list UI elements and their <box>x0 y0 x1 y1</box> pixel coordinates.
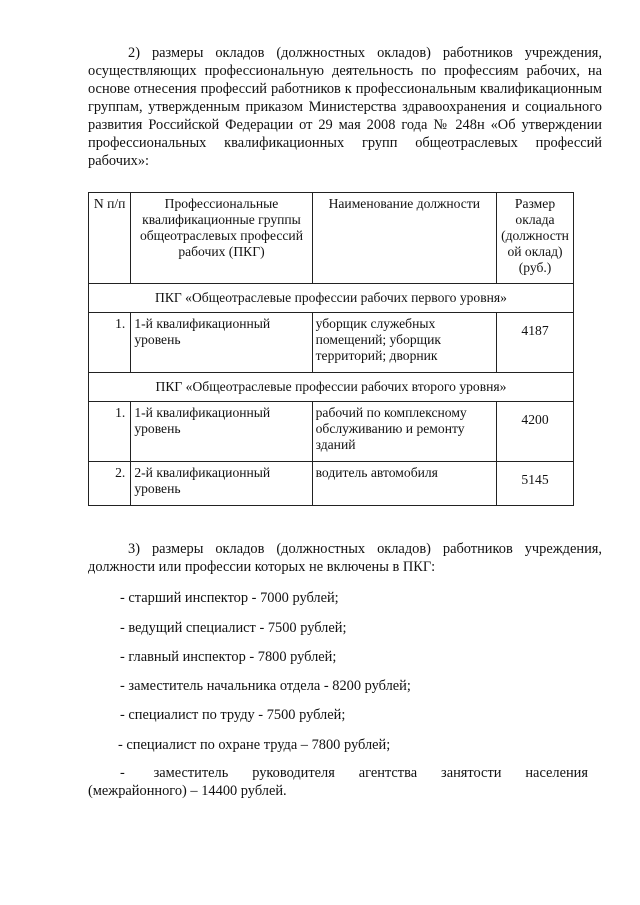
row-group: 2-й квалификационный уровень <box>131 462 312 506</box>
row-group: 1-й квалификационный уровень <box>131 402 312 462</box>
table-row <box>89 402 574 462</box>
header-num: N п/п <box>89 193 131 284</box>
row-position: уборщик служебных помещений; уборщик территорий; дворник <box>312 313 496 373</box>
row-position: водитель автомобиля <box>312 462 496 506</box>
row-position: рабочий по комплексному обслуживанию и ремонту зданий <box>312 402 496 462</box>
header-position: Наименование должности <box>312 193 496 284</box>
header-group: Профессиональные квалификационные группы общеотраслевых профессий рабочих (ПКГ) <box>131 193 312 284</box>
row-group: 1-й квалификационный уровень <box>131 313 312 373</box>
list-item: - главный инспектор - 7800 рублей; <box>120 649 337 665</box>
table-row <box>89 462 574 506</box>
section-title-1: ПКГ «Общеотраслевые профессии рабочих первого уровня» <box>89 284 574 313</box>
list-item: - старший инспектор - 7000 рублей; <box>120 590 339 606</box>
row-num: 1. <box>89 313 131 373</box>
list-item: - ведущий специалист - 7500 рублей; <box>120 620 347 636</box>
section-row-2 <box>89 373 574 402</box>
row-salary: 5145 <box>497 462 574 506</box>
section-title-2: ПКГ «Общеотраслевые профессии рабочих второго уровня» <box>89 373 574 402</box>
list-item: - заместитель начальника отдела - 8200 рублей; <box>120 678 411 694</box>
list-item: - специалист по труду - 7500 рублей; <box>120 707 346 723</box>
section-row-1 <box>89 284 574 313</box>
row-salary: 4200 <box>497 402 574 462</box>
list-item: - специалист по охране труда – 7800 рублей; <box>118 737 391 753</box>
salary-table <box>88 192 574 506</box>
table-row <box>89 313 574 373</box>
list-item: - заместитель руководителя агентства занятости населения (межрайонного) – 14400 рублей. <box>88 765 588 799</box>
header-salary: Размер оклада (должностн ой оклад) (руб.) <box>497 193 574 284</box>
paragraph-2: 2) размеры окладов (должностных окладов) работников учреждения, осуществляющих профессиональную деятельность по профессиям рабочих, на основе отнесения профессий работников к профессиональным квалификационным группам, утвержденным приказом Министерства здравоохранения и социального развития Российской Федерации от 29 мая 2008 года № 248н «Об утверждении профессиональных квалификационных групп общеотраслевых профессий рабочих»: <box>88 45 602 169</box>
table-header-row <box>89 193 574 284</box>
paragraph-3: 3) размеры окладов (должностных окладов) работников учреждения, должности или профессии которых не включены в ПКГ: <box>88 541 602 575</box>
row-num: 1. <box>89 402 131 462</box>
row-salary: 4187 <box>497 313 574 373</box>
row-num: 2. <box>89 462 131 506</box>
